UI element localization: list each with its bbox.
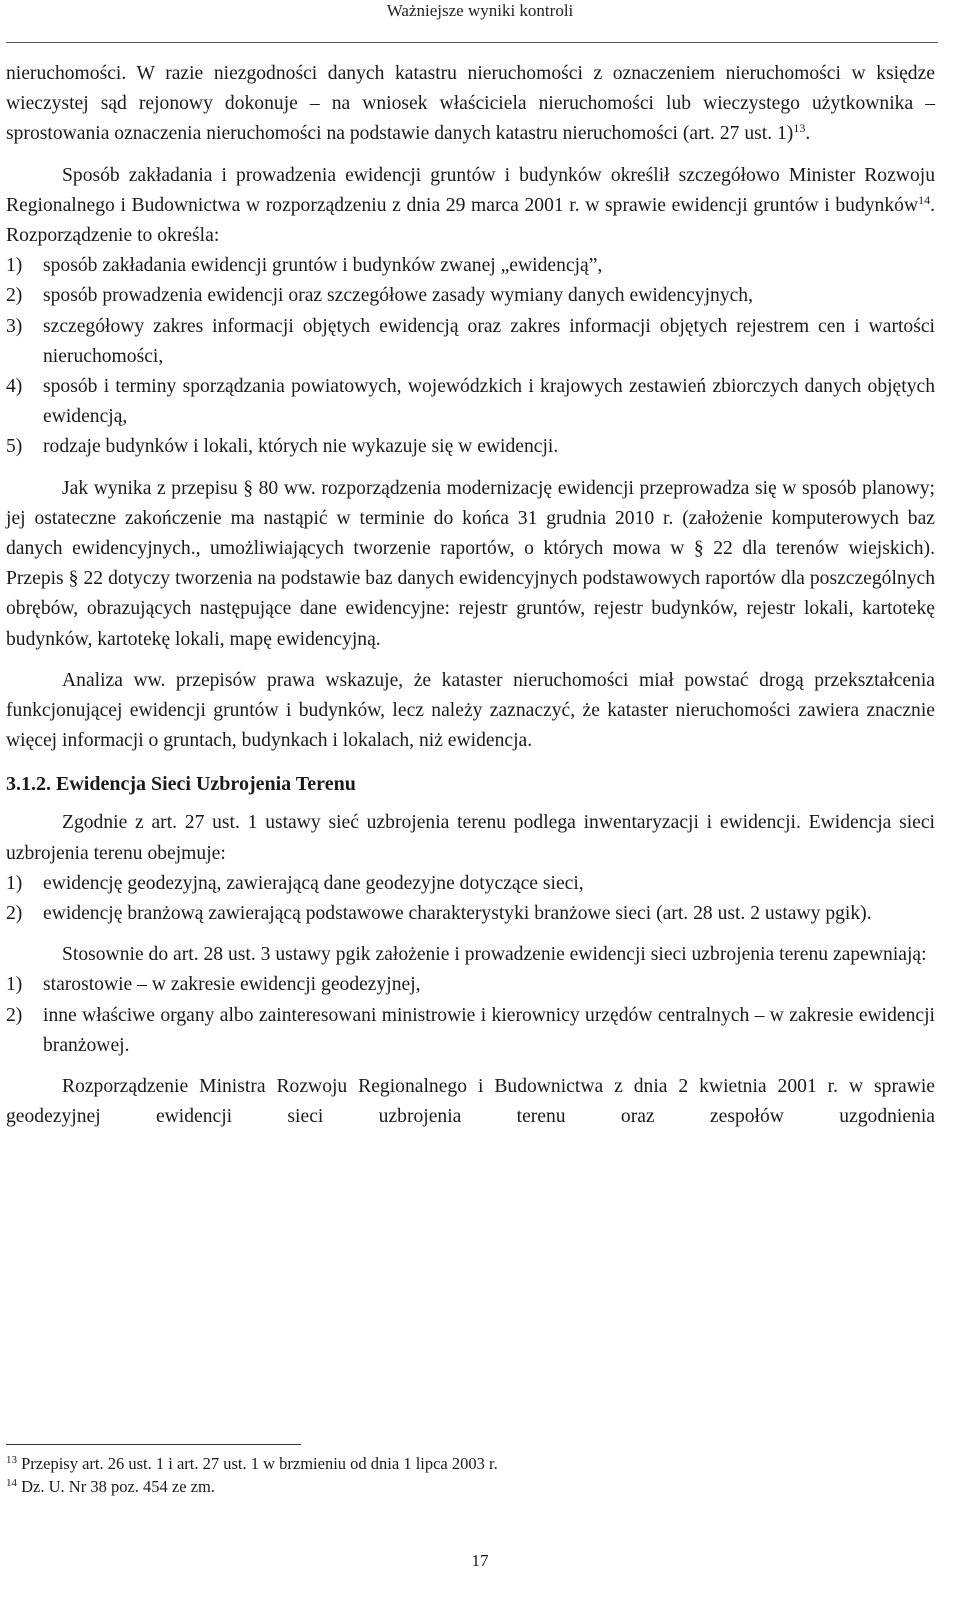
footnote-ref: 13 (793, 121, 806, 136)
footnote-text: Przepisy art. 26 ust. 1 i art. 27 ust. 1 w brzmieniu od dnia 1 lipca 2003 r. (21, 1454, 498, 1473)
paragraph-text: . Rozporządzenie to określa: (6, 194, 935, 247)
list-item (6, 372, 935, 432)
list-number: 3) (6, 315, 23, 337)
list-item (6, 1001, 935, 1061)
list-item (6, 432, 935, 462)
list-number: 2) (6, 1004, 23, 1026)
list-item (6, 869, 935, 899)
footnote-divider (6, 1444, 301, 1445)
list-text: ewidencję branżową zawierającą podstawowe charakterystyki branżowe sieci (art. 28 ust. 2 ustawy pgik). (43, 903, 872, 925)
list-number: 1) (6, 255, 23, 277)
list-item (6, 251, 935, 281)
list-item (6, 899, 935, 929)
list-number: 5) (6, 436, 23, 458)
paragraph-text: Sposób zakładania i prowadzenia ewidencji gruntów i budynków określił szczegółowo Minister Rozwoju Regionalnego i Budownictwa w rozporządzeniu z dnia 29 marca 2001 r. w sprawie ewidencji gruntów i budynków (6, 164, 935, 216)
list-number: 2) (6, 285, 23, 307)
paragraph-network-registry: Zgodnie z art. 27 ust. 1 ustawy sieć uzbrojenia terenu podlega inwentaryzacji i ewidencji. Ewidencja sieci uzbrojenia terenu obejmuje: (6, 812, 935, 864)
responsibility-list (6, 970, 935, 1061)
paragraph-modernization: Jak wynika z przepisu § 80 ww. rozporządzenia modernizację ewidencji przeprowadza się w sposób planowy; jej ostateczne zakończenie ma nastąpić w terminie do końca 31 grudnia 2010 r. (założenie komputerowych baz danych ewidencyjnych., umożliwiających tworzenie raportów, o których mowa w § 22 dla terenów wiejskich). Przepis § 22 dotyczy tworzenia na podstawie baz danych ewidencyjnych podstawowych raportów dla poszczególnych obrębów, obrazujących następujące dane ewidencyjne: rejestr gruntów, rejestr budynków, rejestr lokali, kartotekę budynków, kartotekę lokali, mapę ewidencyjną. (6, 477, 935, 650)
footnote-text: Dz. U. Nr 38 poz. 454 ze zm. (21, 1477, 215, 1496)
list-text: rodzaje budynków i lokali, których nie wykazuje się w ewidencji. (43, 436, 559, 458)
regulation-scope-list (6, 251, 935, 462)
page-body (6, 59, 935, 1133)
list-text: ewidencję geodezyjną, zawierającą dane geodezyjne dotyczące sieci, (43, 872, 584, 894)
list-item (6, 281, 935, 311)
list-item (6, 312, 935, 372)
footnote-ref: 14 (918, 192, 931, 207)
section-heading: 3.1.2. Ewidencja Sieci Uzbrojenia Terenu (6, 773, 356, 796)
footnote (6, 1452, 926, 1475)
footnote (6, 1475, 926, 1498)
list-text: starostowie – w zakresie ewidencji geodezyjnej, (43, 974, 421, 996)
paragraph-responsibility: Stosownie do art. 28 ust. 3 ustawy pgik założenie i prowadzenie ewidencji sieci uzbrojenia terenu zapewniają: (62, 944, 927, 966)
paragraph-cadastre-correction: nieruchomości. W razie niezgodności danych katastru nieruchomości z oznaczeniem nieruchomości w księdze wieczystej sąd rejonowy dokonuje – na wniosek właściciela nieruchomości lub wieczystego użytkownika – sprostowania oznaczenia nieruchomości na podstawie danych katastru nieruchomości (art. 27 ust. 1)$^{13}$. (6, 63, 935, 145)
list-item (6, 970, 935, 1000)
footnotes (6, 1452, 926, 1498)
paragraph-regulation-intro (6, 161, 935, 252)
list-text: sposób zakładania ewidencji gruntów i budynków zwanej „ewidencją”, (43, 255, 603, 277)
page-number: 17 (471, 1551, 489, 1570)
header-divider (6, 42, 938, 43)
footnote-number: 13 (6, 1454, 17, 1466)
paragraph-analysis: Analiza ww. przepisów prawa wskazuje, że kataster nieruchomości miał powstać drogą przekształcenia funkcjonującej ewidencji gruntów i budynków, lecz należy zaznaczyć, że kataster nieruchomości zawiera znacznie więcej informacji o gruntach, budynkach i lokalach, niż ewidencja. (6, 669, 935, 752)
footnote-number: 14 (6, 1477, 17, 1489)
list-text: inne właściwe organy albo zainteresowani ministrowie i kierownicy urzędów centralnych – w zakresie ewidencji branżowej. (43, 1004, 935, 1056)
list-number: 1) (6, 974, 23, 996)
paragraph-regulation-2001: Rozporządzenie Ministra Rozwoju Regionalnego i Budownictwa z dnia 2 kwietnia 2001 r. w sprawie geodezyjnej ewidencji sieci uzbrojenia terenu oraz zespołów uzgodnienia (6, 1076, 935, 1128)
list-number: 2) (6, 903, 23, 925)
page-header: Ważniejsze wyniki kontroli (386, 1, 574, 20)
list-number: 1) (6, 872, 23, 894)
list-number: 4) (6, 376, 23, 398)
list-text: sposób prowadzenia ewidencji oraz szczegółowe zasady wymiany danych ewidencyjnych, (43, 285, 754, 307)
list-text: sposób i terminy sporządzania powiatowych, wojewódzkich i krajowych zestawień zbiorczych danych objętych ewidencją, (43, 376, 935, 428)
paragraph-text: nieruchomości. W razie niezgodności danych katastru nieruchomości z oznaczeniem nieruchomości w księdze wieczystej sąd rejonowy dokonuje – na wniosek właściciela nieruchomości lub wieczystego użytkownika – sprostowania oznaczenia nieruchomości na podstawie danych katastru nieruchomości (art. 27 ust. 1) (6, 63, 935, 145)
network-registry-list (6, 869, 935, 929)
list-text: szczegółowy zakres informacji objętych ewidencją oraz zakres informacji objętych rejestrem cen i wartości nieruchomości, (43, 315, 935, 367)
